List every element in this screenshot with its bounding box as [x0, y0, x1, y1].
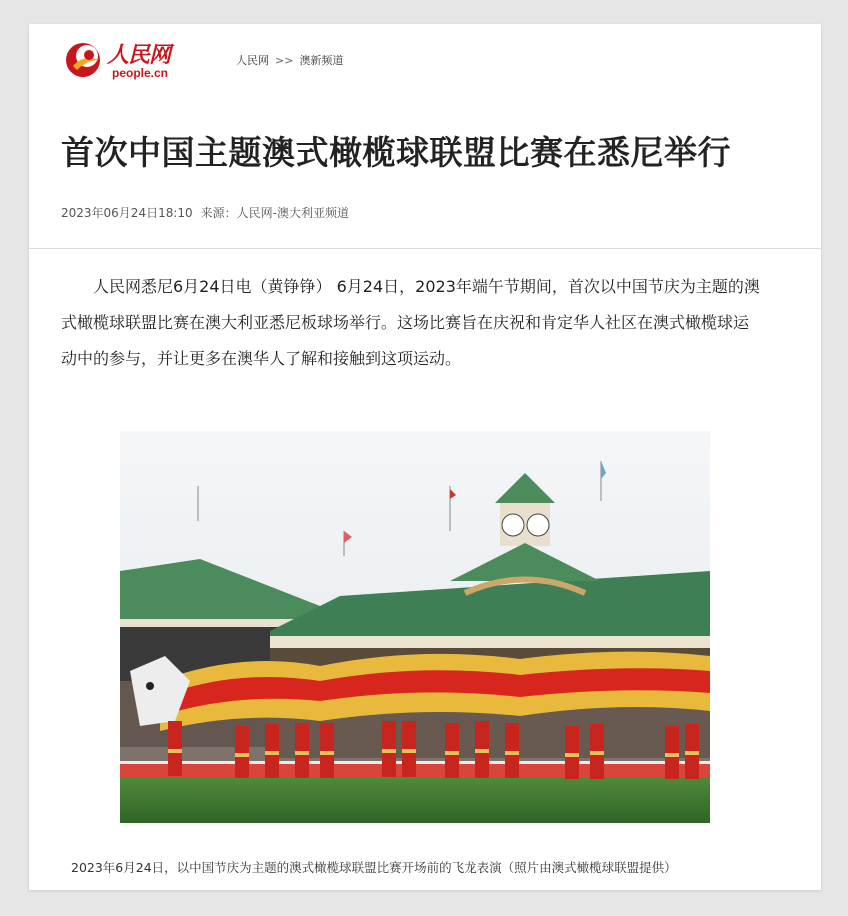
article-page [29, 24, 821, 890]
article-photo [120, 431, 710, 823]
logo-text: 人民网 [107, 42, 171, 68]
publish-datetime: 2023年06月24日18:10 [61, 206, 193, 220]
source-link[interactable]: 来源：人民网-澳大利亚频道 [200, 206, 350, 220]
breadcrumb-channel-link[interactable]: 澳新频道 [299, 54, 344, 67]
article-meta [61, 204, 349, 221]
breadcrumb [236, 52, 343, 68]
logo-emblem-icon [65, 40, 105, 80]
header-divider [29, 248, 821, 249]
logo-domain: people.cn [112, 66, 169, 80]
dragon-dance-photo-illustration [120, 431, 710, 823]
article-title: 首次中国主题澳式橄榄球联盟比赛在悉尼举行 [61, 133, 731, 172]
breadcrumb-separator: >> [275, 54, 294, 67]
article-paragraph: 人民网悉尼6月24日电（黄铮铮） 6月24日，2023年端午节期间，首次以中国节庆为主题的澳式橄榄球联盟比赛在澳大利亚悉尼板球场举行。这场比赛旨在庆祝和肯定华人社区在澳式橄榄球运动中的参与，并让更多在澳华人了解和接触到这项运动。 [61, 277, 760, 368]
breadcrumb-home-link[interactable]: 人民网 [236, 54, 269, 67]
photo-caption: 2023年6月24日，以中国节庆为主题的澳式橄榄球联盟比赛开场前的飞龙表演（照片由澳式橄榄球联盟提供） [71, 860, 677, 875]
people-cn-logo[interactable] [65, 40, 185, 80]
